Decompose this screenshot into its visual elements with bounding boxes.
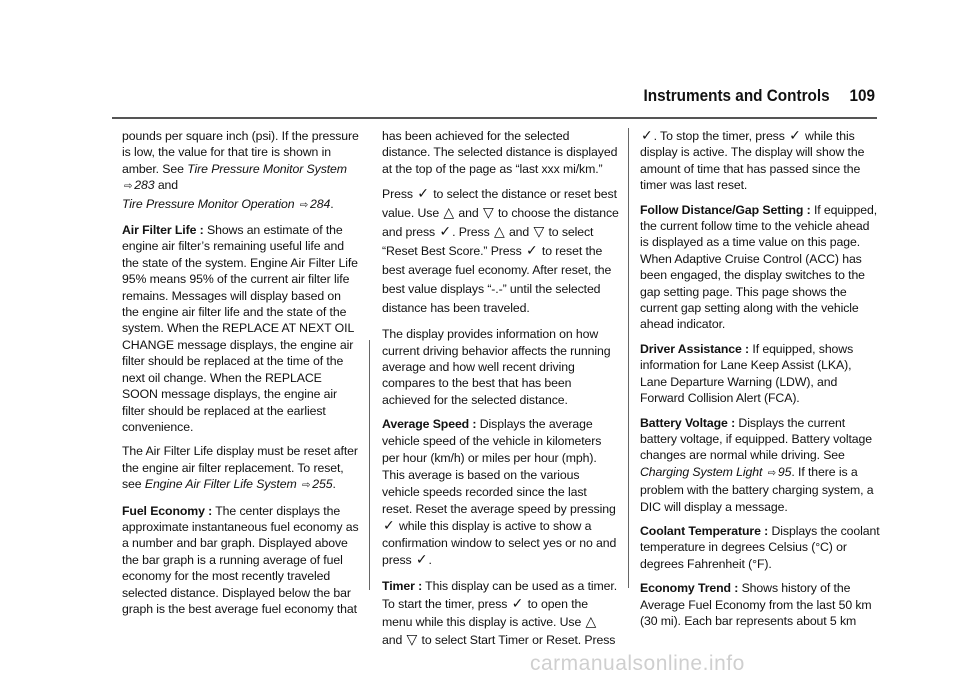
check-icon: ✓ (383, 517, 395, 534)
watermark: carmanualsonline.info (530, 652, 745, 675)
term-coolant-temperature: Coolant Temperature : (640, 523, 769, 538)
up-arrow-icon: △ (443, 204, 455, 221)
paragraph-driver-assistance: Driver Assistance : If equipped, shows information for Lane Keep Assist (LKA), Lane Departure Warning (LDW), and Forward Collision Alert (FCA). (640, 341, 854, 406)
page-ref-arrow-icon: ⇨ (767, 467, 776, 479)
check-icon: ✓ (439, 223, 452, 240)
xref-page[interactable]: 284 (310, 196, 331, 211)
paragraph-follow-distance: Follow Distance/Gap Setting : If equipped, the current follow time to the vehicle ahead is displayed as a time value on this page. When Adaptive Cruise Control (ACC) has been engaged, the display switches to the gap setting page. This page shows the current gap setting along with the vehicle ahead indicator. (640, 202, 878, 332)
page-ref-arrow-icon: ⇨ (124, 181, 133, 193)
column-1 (122, 128, 360, 625)
xref-page[interactable]: 255 (312, 477, 333, 492)
page-number: 109 (849, 86, 875, 105)
term-driver-assistance: Driver Assistance : (640, 341, 750, 356)
down-arrow-icon: ▽ (406, 631, 418, 648)
term-average-speed: Average Speed : (382, 417, 477, 432)
paragraph-average-speed: Average Speed : Displays the average vehicle speed of the vehicle in kilometers per hour (km/h) or miles per hour (mph). This average is based on the various vehicle speeds recorded since the last reset. Reset the average speed by pressing ✓ while this display is active to show a confirmation window to select yes or no and press ✓. (382, 417, 617, 568)
paragraph-coolant-temperature: Coolant Temperature : Displays the coolant temperature in degrees Celsius (°C) or degrees Fahrenheit (°F). (640, 523, 880, 571)
check-icon: ✓ (417, 185, 429, 202)
column-2 (382, 128, 620, 657)
xref-tire-pressure-monitor-operation[interactable]: Tire Pressure Monitor Operation (122, 196, 295, 211)
paragraph-reset-best: Press ✓ to select the distance or reset best value. Use △ and ▽ to choose the distance and press ✓. Press △ and ▽ to select “Reset Best Score.” Press ✓ to reset the best average fuel economy. After reset, the best value displays “-.-” until the selected distance has been traveled. (382, 185, 619, 316)
check-icon: ✓ (789, 127, 801, 143)
check-icon: ✓ (525, 242, 538, 259)
column-3 (640, 128, 880, 637)
column-divider-1 (369, 340, 370, 590)
paragraph-selected-distance: has been achieved for the selected distance. The selected distance is displayed at the top of the page as “last xxx mi/km.” (382, 129, 618, 176)
page-ref-arrow-icon: ⇨ (301, 480, 311, 492)
check-icon: ✓ (511, 595, 524, 612)
check-icon: ✓ (641, 127, 653, 143)
page-ref-arrow-icon: ⇨ (299, 199, 309, 211)
term-fuel-economy: Fuel Economy : (122, 503, 213, 518)
paragraph-driving-behavior: The display provides information on how current driving behavior affects the running average and how well recent driving compares to the best that has been achieved for the selected distance. (382, 327, 611, 407)
header-rule (112, 117, 877, 119)
paragraph-tire-pressure: pounds per square inch (psi). If the pressure is low, the value for that tire is shown in amber. See Tire Pressure Monitor System ⇨ 283 and Tire Pressure Monitor Operation ⇨ 284. (122, 128, 360, 214)
xref-page[interactable]: 95 (777, 464, 792, 479)
paragraph-timer: Timer : This display can be used as a timer. To start the timer, press ✓ to open the menu while this display is active. Use △ and ▽ to select Start Timer or Reset. Press (382, 579, 618, 648)
down-arrow-icon: ▽ (482, 204, 494, 221)
paragraph-air-filter-reset: The Air Filter Life display must be reset after the engine air filter replacement. To reset, see Engine Air Filter Life System ⇨ 255. (122, 443, 360, 494)
term-battery-voltage: Battery Voltage : (640, 415, 736, 430)
check-icon: ✓ (415, 551, 428, 568)
term-timer: Timer : (382, 579, 423, 594)
section-title: Instruments and Controls (643, 86, 830, 105)
paragraph-fuel-economy: Fuel Economy : The center displays the approximate instantaneous fuel economy as a number and bar graph. Displayed above the bar graph is a running average of fuel economy for the most recently traveled selected distance. Displayed below the bar graph is the best average fuel economy that (122, 503, 359, 616)
term-air-filter-life: Air Filter Life : (122, 223, 204, 238)
xref-engine-air-filter-life-system[interactable]: Engine Air Filter Life System (144, 477, 297, 492)
up-arrow-icon: △ (493, 223, 505, 240)
term-follow-distance: Follow Distance/Gap Setting : (640, 202, 811, 217)
down-arrow-icon: ▽ (533, 223, 545, 240)
paragraph-air-filter-life: Air Filter Life : Shows an estimate of the engine air filter’s remaining useful life and the state of the system. Engine Air Filter Life 95% means 95% of the current air filter life remains. Messages will display based on the engine air filter life and the state of the system. When the REPLACE AT NEXT OIL CHANGE message displays, the engine air filter should be replaced at the time of the next oil change. When the REPLACE SOON message displays, the engine air filter should be replaced at the earliest convenience. (122, 223, 358, 434)
xref-page[interactable]: 283 (134, 178, 155, 193)
column-divider-2 (628, 128, 629, 588)
paragraph-economy-trend: Economy Trend : Shows history of the Average Fuel Economy from the last 50 km (30 mi). Each bar represents about 5 km (640, 581, 872, 628)
xref-charging-system-light[interactable]: Charging System Light (640, 464, 763, 479)
xref-tire-pressure-monitor-system[interactable]: Tire Pressure Monitor System (187, 161, 347, 176)
up-arrow-icon: △ (585, 613, 597, 630)
term-economy-trend: Economy Trend : (640, 581, 739, 596)
running-header (596, 86, 875, 114)
paragraph-battery-voltage: Battery Voltage : Displays the current battery voltage, if equipped. Battery voltage changes are normal while driving. See Charging System Light ⇨ 95. If there is a problem with the battery charging system, a DIC will display a message. (640, 415, 874, 514)
paragraph-stop-timer: ✓. To stop the timer, press ✓ while this display is active. The display will show the amount of time that has passed since the timer was last reset. (640, 127, 865, 193)
